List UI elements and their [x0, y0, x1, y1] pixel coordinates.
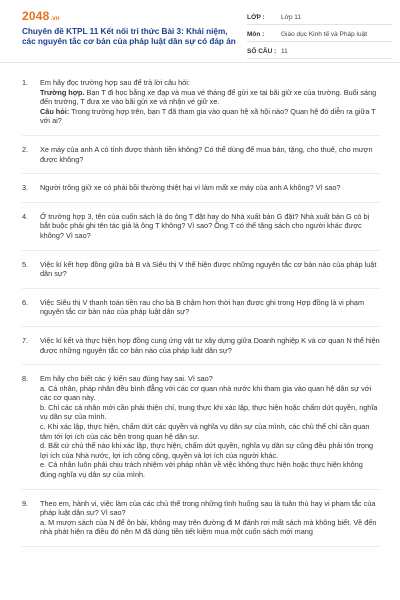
document-header [0, 0, 400, 63]
option-e: e. Cá nhân luôn phải chịu trách nhiệm với pháp nhân về việc không thực hiện hoặc thực hiện không đúng nghĩa vụ dân sự của mình. [40, 460, 363, 480]
question-number: 2. [22, 144, 29, 154]
question-body [40, 374, 380, 480]
info-row-subject [247, 28, 392, 42]
case-text: Bạn T đi học bằng xe đạp và mua vé tháng để gửi xe tại bãi giữ xe của trường. Buổi sáng đến trường, T đưa xe vào bãi gửi xe và nhận vé giữ xe. [40, 87, 377, 107]
question-text: Việc kí kết hợp đồng giữa bà B và Siêu thị V thể hiện được những nguyên tắc cơ bản nào của pháp luật dân sự? [40, 259, 377, 279]
option-b: b. Chỉ các cá nhân mới cần phải thiện chí, trung thực khi xác lập, thực hiện hoặc chấm dứt quyền, nghĩa vụ dân sự của mình. [40, 402, 378, 422]
question-4 [22, 212, 380, 251]
option-a: a. Cá nhân, pháp nhân đều bình đẳng với các cơ quan nhà nước khi tham gia vào quan hệ dân sự với các cơ quan này. [40, 383, 372, 403]
question-text: Theo em, hành vi, việc làm của các chủ thể trong những tình huống sau là tuân thủ hay vi phạm tắc của pháp luật dân sự? Vì sao? [40, 498, 376, 518]
question-number: 5. [22, 259, 29, 269]
info-key: LỚP : [247, 14, 265, 21]
ask-text: Trong trường hợp trên, bạn T đã tham gia vào quan hệ xã hội nào? Quan hệ đó diễn ra giữa T với ai? [40, 106, 376, 126]
document-info [247, 11, 392, 62]
question-text: Việc Siêu thị V thanh toán tiền rau cho bà B chậm hơn thời hạn được ghi trong Hợp đồng là vi phạm nguyên tắc cơ bản nào của pháp luật dân sự? [40, 297, 365, 317]
case-paragraph [40, 88, 380, 107]
option-d: d. Bất cứ chủ thể nào khi xác lập, thực hiện, chấm dứt quyền, nghĩa vụ dân sự cũng đều phải tôn trọng lợi ích của Nhà nước, lợi ích công cộng, quyền và lợi ích của người khác. [40, 441, 374, 460]
question-number: 1. [22, 78, 29, 87]
question-text: Ở trường hợp 3, tên của cuốn sách là do ông T đặt hay do Nhà xuất bản G đặt? Nhà xuất bản G có bị bắt buộc phải ghi tên tác giả là ông T không? Vì sao? Ông T có thể tặng sách cho người khác được không? Vì sao? [40, 211, 370, 240]
ask-paragraph [40, 107, 380, 126]
logo-suffix: .vn [50, 16, 60, 22]
info-value: 11 [281, 48, 288, 55]
info-key: SỐ CÂU : [247, 48, 277, 55]
question-5 [22, 260, 380, 289]
info-row-grade [247, 11, 392, 25]
question-number: 9. [22, 498, 29, 508]
question-number: 8. [22, 374, 29, 384]
case-label: Trường hợp. [40, 87, 85, 97]
question-8 [22, 374, 380, 490]
question-7 [22, 336, 380, 365]
question-text: Xe máy của anh A có tính được thành tiền không? Có thể dùng để mua bán, tặng, cho thuê, cho mượn được không? [40, 144, 373, 164]
question-number: 4. [22, 211, 29, 221]
question-text: Em hãy cho biết các ý kiến sau đúng hay sai. Vì sao? [40, 374, 213, 384]
question-text: Em hãy đọc trường hợp sau để trả lời câu hỏi: [40, 78, 190, 87]
option-a: a. M mượn sách của N để ôn bài, không may trên đường đi M đánh rơi mất sách mà không biết. Về đến nhà phát hiện ra điều đó nên M đã dùng tiền tiết kiệm mua một cuốn sách mới mang [40, 517, 377, 537]
question-3 [22, 183, 380, 203]
question-list [22, 78, 380, 556]
question-1 [22, 78, 380, 136]
question-body [40, 499, 380, 537]
site-logo[interactable] [22, 9, 60, 23]
info-row-count [247, 45, 392, 59]
option-c: c. Khi xác lập, thực hiện, chấm dứt các quyền và nghĩa vụ dân sự của mình, các chủ thể chỉ cần quan tâm tới lợi ích của các bên trong quan hệ dân sự. [40, 422, 370, 441]
document-title: Chuyên đề KTPL 11 Kết nối tri thức Bài 3: Khái niệm, các nguyên tắc cơ bản của pháp luật dân sự có đáp án [22, 27, 236, 46]
logo-text: 2048 [22, 9, 50, 23]
info-value: Giáo dục Kinh tế và Pháp luật [281, 31, 368, 38]
question-2 [22, 145, 380, 174]
question-6 [22, 298, 380, 327]
question-number: 7. [22, 335, 29, 345]
info-key: Môn : [247, 31, 265, 38]
question-text: Việc kí kết và thực hiện hợp đồng cung ứng vật tư xây dựng giữa Doanh nghiệp K và cơ quan N thể hiện được những nguyên tắc cơ bản nào của pháp luật dân sự? [40, 335, 380, 355]
ask-label: Câu hỏi: [40, 106, 70, 116]
info-value: Lớp 11 [281, 14, 302, 21]
question-body [40, 78, 380, 126]
question-9 [22, 499, 380, 547]
question-number: 3. [22, 183, 29, 193]
question-number: 6. [22, 297, 29, 307]
question-text: Người trông giữ xe có phải bồi thường thiệt hại vì làm mất xe máy của anh A không? Vì sao? [40, 183, 341, 193]
